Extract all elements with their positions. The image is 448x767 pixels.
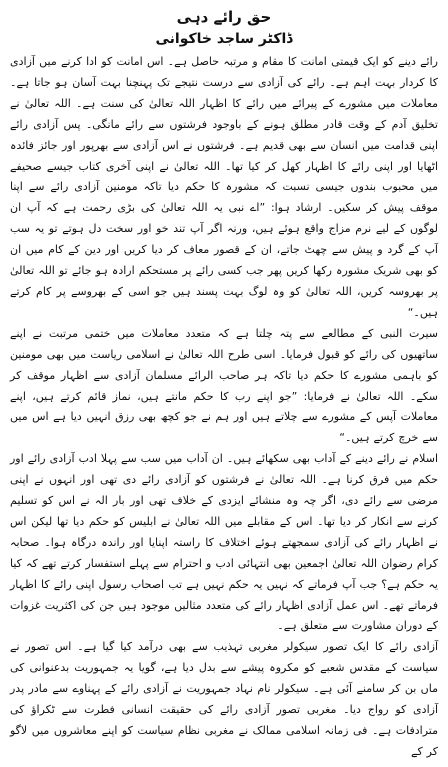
paragraph-4: آزادی رائے کا ایک تصور سیکولر مغربی تہذیب سے بھی درآمد کیا گیا ہے۔ اس تصور نے سیاست کے مقدس شعبے کو مکروہ پیشے سے بدل دیا ہے، گویا یہ جمہوریت بدعنوانی کی ماں بن کر سامنے آئی ہے۔ سیکولر نام نہاد جمہوریت نے آزادی رائے کے پہناوے سے مادر پدر آزادی کو رواج دیا۔ مغربی تصور آزادی رائے کی حقیقت انسانی فطرت سے ٹکراؤ کی مترادفات ہے۔ فی زمانہ اسلامی ممالک نے مغربی نظام سیاست کو اپنے معاشروں میں لاگو کر کے xyxy=(10,640,438,758)
author-byline: ڈاکٹر ساجد خاکوانی xyxy=(155,31,293,47)
paragraph-1: رائے دینے کو ایک قیمتی امانت کا مقام و مرتبہ حاصل ہے۔ اس امانت کو ادا کرنے میں آزادی کا کردار بہت اہم ہے۔ رائے کی آزادی سے درست نتیجے تک پہنچنا بہت آسان ہو جاتا ہے۔ معاملات میں مشورے کے پیرائے میں رائے کا اظہار اللہ تعالیٰ کی سنت ہے۔ اللہ تعالیٰ نے تخلیق آدم کے وقت قادر مطلق ہونے کے باوجود فرشتوں سے رائے مانگی۔ پس آزادی رائے اپنی قدامت میں انسان سے بھی قدیم ہے۔ فرشتوں نے اس آزادی سے بھرپور اور جائز فائدہ اٹھایا اور اپنی رائے کا اظہار کھل کر کیا تھا۔ اللہ تعالیٰ نے اپنی آخری کتاب جیسے صحیفے میں محبوب بندوں جیسی نسبت کہ مشورہ کا حکم دیا تاکہ مومنین آزادی رائے سے اپنا موقف پیش کر سکیں۔ ارشاد ہوا: ”اے نبی یہ اللہ تعالیٰ کی بڑی رحمت ہے کہ آپ ان لوگوں کے لیے نرم مزاج واقع ہوئے ہیں، ورنہ اگر آپ تند خو اور سخت دل ہوتے تو یہ سب آپ کے گرد و پیش سے چھٹ جاتے، ان کے قصور معاف کر دیا کریں اور دین کے کام میں ان کو بھی شریک مشورہ رکھا کریں پھر جب کسی رائے پر مستحکم ارادہ ہو جائے تو اللہ تعالیٰ پر بھروسہ کریں، اللہ تعالیٰ کو وہ لوگ بہت پسند ہیں جو اسی کے بھروسے پر کام کرتے ہیں۔“ xyxy=(10,55,438,319)
paragraph-2: سیرت النبی کے مطالعے سے پتہ چلتا ہے کہ متعدد معاملات میں ختمی مرتبت نے اپنے ساتھیوں کی رائے کو قبول فرمایا۔ اسی طرح اللہ تعالیٰ نے اسلامی ریاست میں بھی مومنین کو باہمی مشورے کا حکم دیا تاکہ ہر صاحب الرائے مسلمان آزادی سے اظہار موقف کر سکے۔ اللہ تعالیٰ نے فرمایا: ”جو اپنے رب کا حکم مانتے ہیں، نماز قائم کرتے ہیں، اپنے معاملات آپس کے مشورے سے چلاتے ہیں اور ہم نے جو کچھ بھی رزق انہیں دیا ہے اس میں سے خرچ کرتے ہیں۔“ xyxy=(10,326,438,445)
article-title: حق رائے دہی xyxy=(176,8,272,26)
paragraph-3: اسلام نے رائے دینے کے آداب بھی سکھائے ہیں۔ ان آداب میں سب سے پہلا ادب آزادی رائے اور حکم میں فرق کرنا ہے۔ اللہ تعالیٰ نے فرشتوں کو آزادی رائے دی تھی اور انہوں نے اپنی مرضی سے رائے دی، اگر چہ وہ منشائے ایزدی کے خلاف تھی اور بار الہ نے اس کو تسلیم کرنے سے انکار کر دیا تھا۔ اس کے مقابلے میں اللہ تعالیٰ نے ابلیس کو حکم دیا تھا لیکن اس نے اظہار رائے کی آزادی سمجھتے ہوئے اختلاف کا راستہ اپنایا اور راندہ درگاہ ہوا۔ صحابہ کرام رضوان اللہ تعالیٰ اجمعین بھی انتہائی ادب و احترام سے پہلے استفسار کرتے تھے کہ کیا یہ حکم ہے؟ جب آپ فرماتے کہ نہیں یہ حکم نہیں ہے تب اصحاب رسول اپنی رائے کا اظہار فرماتے تھے۔ اس عمل آزادی اظہار رائے کی متعدد مثالیں موجود ہیں جن کی اکثریت غزوات کے دوران مشاورت سے متعلق ہے۔ xyxy=(10,452,438,633)
